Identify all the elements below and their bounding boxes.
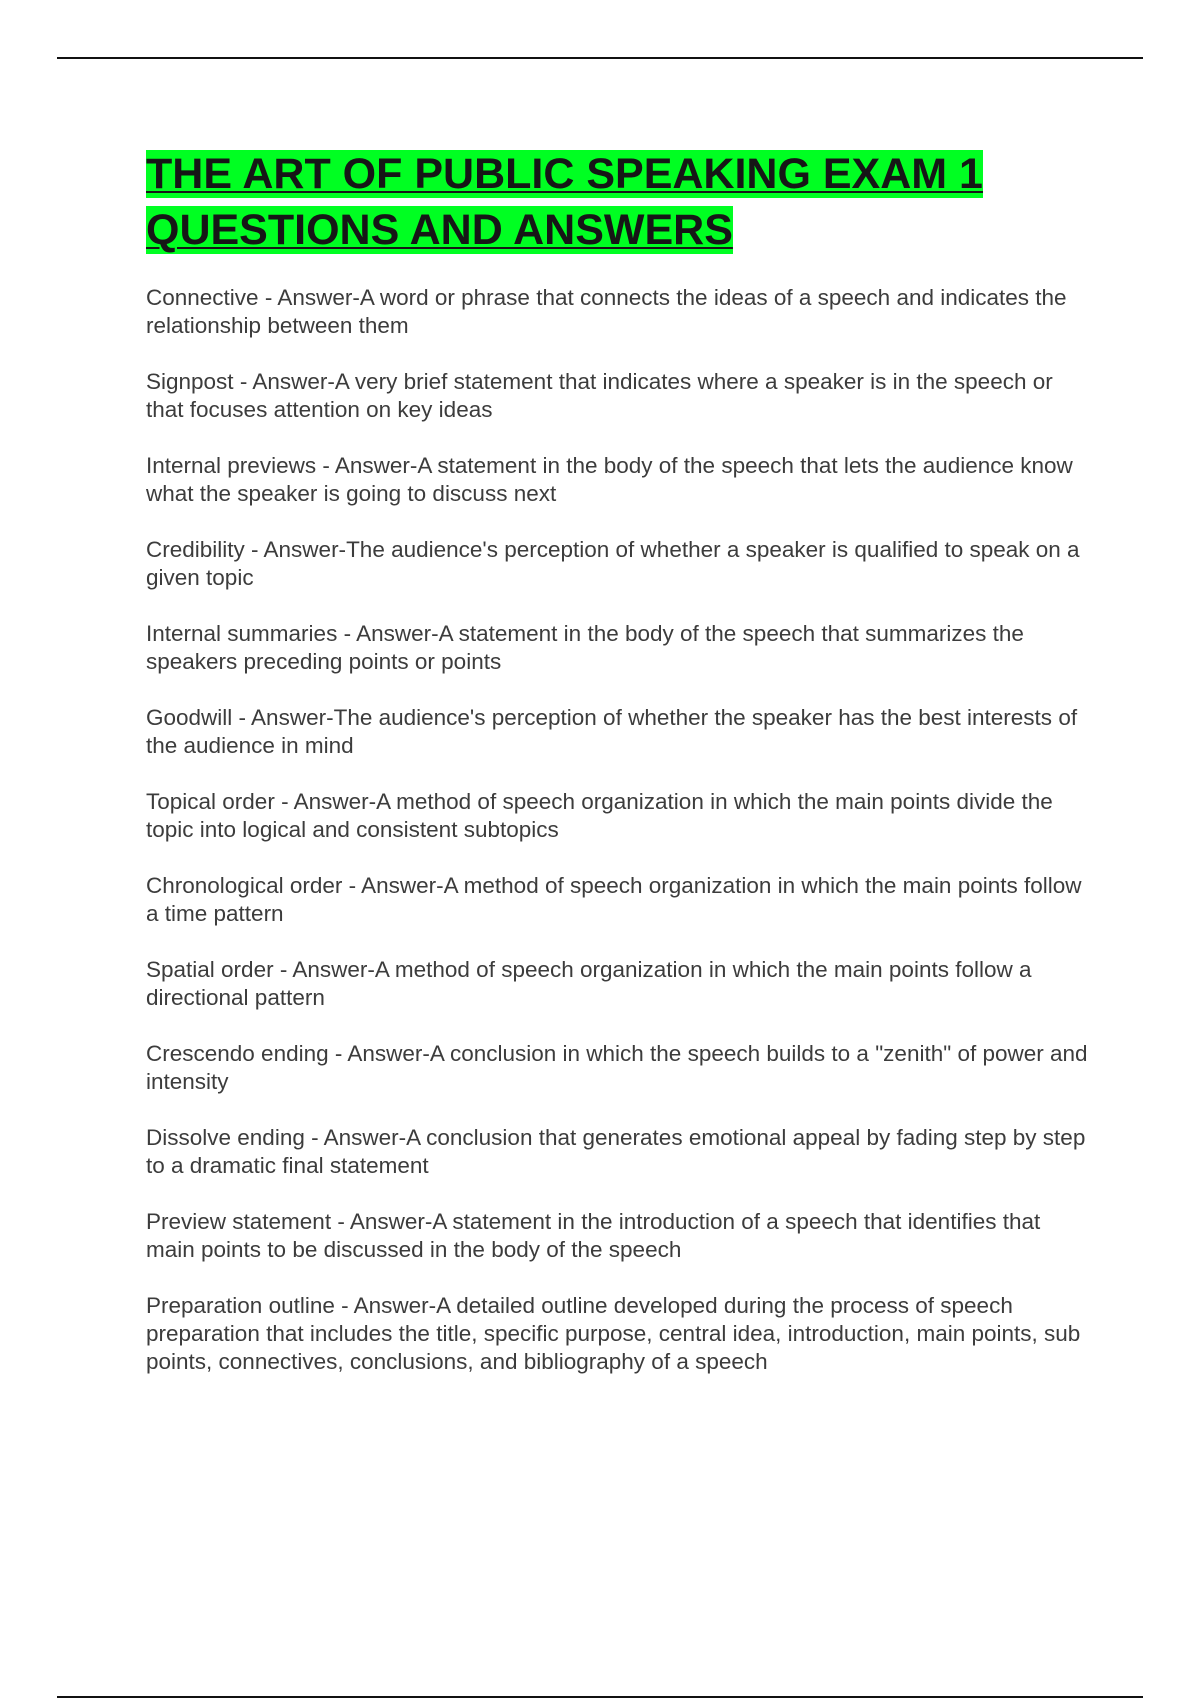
qa-list [146, 284, 1092, 1376]
list-item [146, 956, 1092, 1012]
term: Crescendo ending [146, 1041, 329, 1066]
term: Credibility [146, 537, 245, 562]
term: Dissolve ending [146, 1125, 305, 1150]
answer: A word or phrase that connects the ideas of a speech and indicates the relationship between them [146, 285, 1067, 338]
answer-separator: - Answer- [233, 369, 335, 394]
list-item [146, 452, 1092, 508]
list-item [146, 536, 1092, 592]
answer-separator: - Answer- [304, 1125, 407, 1150]
answer-separator: - Answer- [331, 1209, 433, 1234]
answer-separator: - Answer- [328, 1041, 430, 1066]
term: Spatial order [146, 957, 274, 982]
answer-separator: - Answer- [337, 621, 439, 646]
term: Connective [146, 285, 259, 310]
term: Chronological order [146, 873, 343, 898]
answer: A conclusion that generates emotional appeal by fading step by step to a dramatic final statement [146, 1125, 1086, 1178]
term: Internal previews [146, 453, 317, 478]
document-body [146, 146, 1092, 1404]
answer-separator: - Answer- [273, 957, 375, 982]
bottom-rule [57, 1696, 1143, 1698]
top-rule [57, 57, 1143, 59]
list-item [146, 284, 1092, 340]
answer: A conclusion in which the speech builds to a "zenith" of power and intensity [146, 1041, 1088, 1094]
term: Preview statement [146, 1209, 332, 1234]
answer-separator: - Answer- [274, 789, 377, 814]
list-item [146, 368, 1092, 424]
answer-separator: - Answer- [244, 537, 347, 562]
list-item [146, 1208, 1092, 1264]
answer: A statement in the body of the speech that summarizes the speakers preceding points or points [146, 621, 1024, 674]
term: Internal summaries [146, 621, 338, 646]
term: Preparation outline [146, 1293, 335, 1318]
answer: A statement in the introduction of a speech that identifies that main points to be discussed in the body of the speech [146, 1209, 1041, 1262]
answer: A very brief statement that indicates where a speaker is in the speech or that focuses attention on key ideas [146, 369, 1053, 422]
answer: A method of speech organization in which the main points divide the topic into logical and consistent subtopics [146, 789, 1053, 842]
answer-separator: - Answer- [232, 705, 334, 730]
term: Signpost [146, 369, 234, 394]
answer-separator: - Answer- [342, 873, 444, 898]
answer-separator: - Answer- [316, 453, 418, 478]
answer-separator: - Answer- [258, 285, 360, 310]
answer: A method of speech organization in which the main points follow a directional pattern [146, 957, 1032, 1010]
document-title [146, 146, 1092, 258]
list-item [146, 1124, 1092, 1180]
list-item [146, 1292, 1092, 1376]
list-item [146, 788, 1092, 844]
title-line-2: QUESTIONS AND ANSWERS [146, 206, 733, 254]
title-line-1: THE ART OF PUBLIC SPEAKING EXAM 1 [146, 150, 983, 198]
list-item [146, 620, 1092, 676]
term: Goodwill [146, 705, 233, 730]
answer: A statement in the body of the speech that lets the audience know what the speaker is going to discuss next [146, 453, 1073, 506]
list-item [146, 704, 1092, 760]
answer: The audience's perception of whether the speaker has the best interests of the audience in mind [146, 705, 1078, 758]
answer: A detailed outline developed during the process of speech preparation that includes the title, specific purpose, central idea, introduction, main points, sub points, connectives, conclusions, and bibliography of a speech [146, 1293, 1081, 1374]
answer: The audience's perception of whether a speaker is qualified to speak on a given topic [146, 537, 1080, 590]
list-item [146, 1040, 1092, 1096]
term: Topical order [146, 789, 275, 814]
answer: A method of speech organization in which the main points follow a time pattern [146, 873, 1082, 926]
list-item [146, 872, 1092, 928]
answer-separator: - Answer- [334, 1293, 437, 1318]
